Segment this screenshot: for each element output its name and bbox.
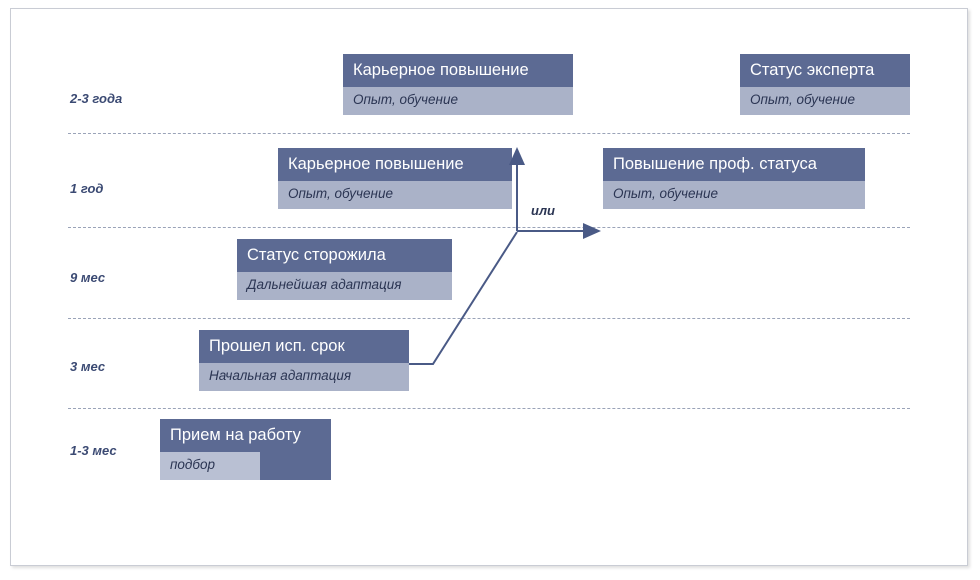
box-title: Статус эксперта (740, 54, 910, 87)
timeline-label-1-3-months: 1-3 мес (70, 443, 117, 458)
timeline-label-1-year: 1 год (70, 181, 104, 196)
gridline-2-3-years (68, 133, 910, 134)
timeline-label-3-months: 3 мес (70, 359, 106, 374)
timeline-label-9-months: 9 мес (70, 270, 106, 285)
box-title: Прошел исп. срок (199, 330, 409, 363)
box-title: Повышение проф. статуса (603, 148, 865, 181)
box-title: Карьерное повышение (343, 54, 573, 87)
box-professional-status-raise[interactable] (603, 148, 865, 209)
box-subtitle-wrap (160, 452, 331, 480)
box-subtitle: Дальнейшая адаптация (237, 272, 452, 300)
box-title: Карьерное повышение (278, 148, 512, 181)
box-subtitle: подбор (160, 452, 260, 480)
box-title: Статус сторожила (237, 239, 452, 272)
box-subtitle: Начальная адаптация (199, 363, 409, 391)
gridline-9-months (68, 318, 910, 319)
box-hiring[interactable] (160, 419, 331, 480)
timeline-label-2-3-years: 2-3 года (70, 91, 123, 106)
connector-label-or: или (531, 203, 555, 218)
gridline-3-months (68, 408, 910, 409)
gridline-1-year (68, 227, 910, 228)
box-subtitle: Опыт, обучение (603, 181, 865, 209)
box-subtitle: Опыт, обучение (740, 87, 910, 115)
box-probation-passed[interactable] (199, 330, 409, 391)
box-expert-status[interactable] (740, 54, 910, 115)
box-subtitle: Опыт, обучение (343, 87, 573, 115)
box-subtitle: Опыт, обучение (278, 181, 512, 209)
box-title: Прием на работу (160, 419, 331, 452)
box-veteran-status[interactable] (237, 239, 452, 300)
box-career-promotion-top[interactable] (343, 54, 573, 115)
box-career-promotion-mid[interactable] (278, 148, 512, 209)
